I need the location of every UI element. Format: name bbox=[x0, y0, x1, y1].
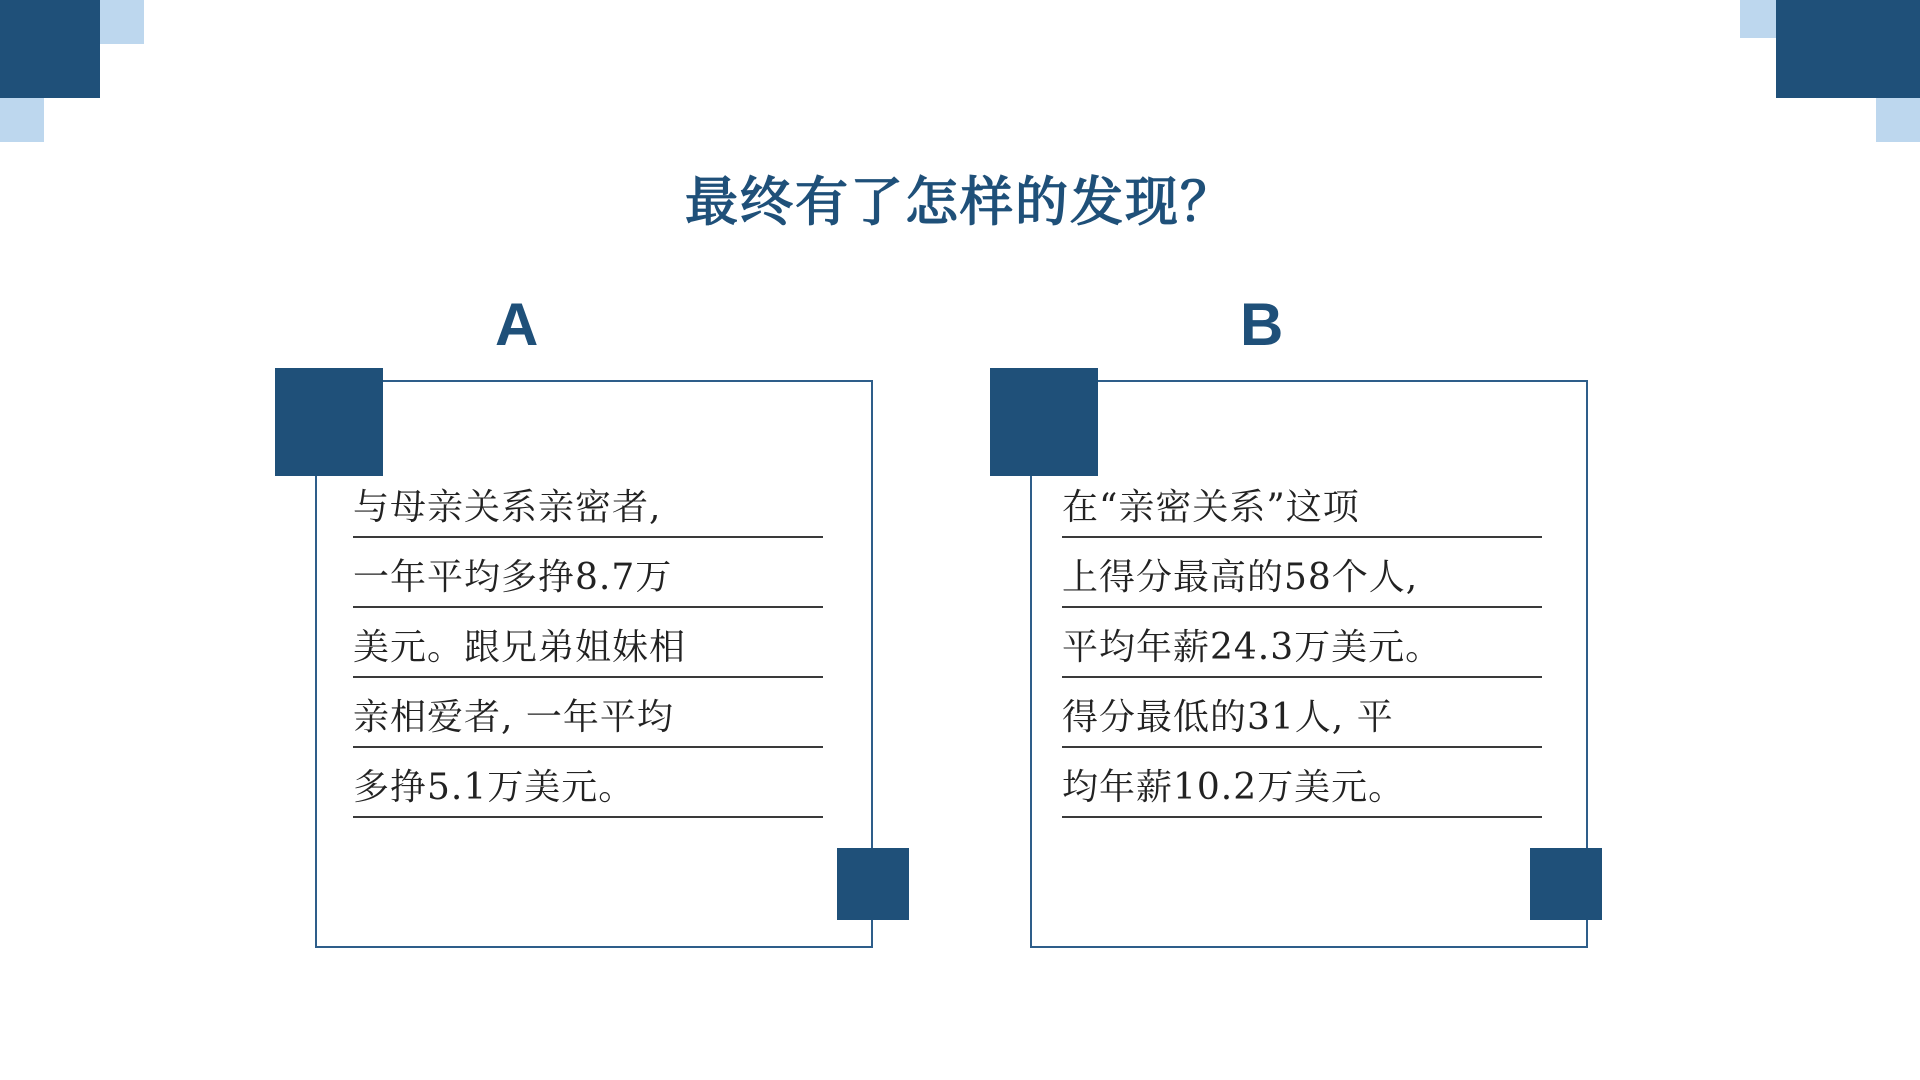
card-a-line-2: 一年平均多挣8.7万 bbox=[353, 560, 823, 608]
card-b-line-4: 得分最低的31人, 平 bbox=[1062, 700, 1542, 748]
card-b-line-3: 平均年薪24.3万美元。 bbox=[1062, 630, 1542, 678]
card-a-line-4: 亲相爱者, 一年平均 bbox=[353, 700, 823, 748]
card-a-line-3: 美元。跟兄弟姐妹相 bbox=[353, 630, 823, 678]
top-right-dark-block bbox=[1776, 0, 1920, 98]
card-b-letter: B bbox=[1240, 291, 1284, 358]
top-left-light-block-below bbox=[0, 98, 44, 142]
card-b-corner-square-top-left bbox=[990, 368, 1098, 476]
top-left-light-block-right bbox=[100, 0, 144, 44]
card-a-corner-square-top-left bbox=[275, 368, 383, 476]
card-a-line-5: 多挣5.1万美元。 bbox=[353, 770, 823, 818]
card-b-line-5: 均年薪10.2万美元。 bbox=[1062, 770, 1542, 818]
top-right-light-block-below bbox=[1876, 98, 1920, 142]
card-b bbox=[990, 291, 1590, 950]
card-b-text bbox=[1062, 487, 1542, 840]
card-b-line-1: 在“亲密关系”这项 bbox=[1062, 490, 1542, 538]
card-a bbox=[275, 291, 875, 950]
card-b-corner-square-bottom-right bbox=[1530, 848, 1602, 920]
page-title: 最终有了怎样的发现？ bbox=[685, 173, 1235, 232]
top-right-light-block-left bbox=[1740, 0, 1776, 38]
card-a-line-1: 与母亲关系亲密者, bbox=[353, 490, 823, 538]
card-a-corner-square-bottom-right bbox=[837, 848, 909, 920]
top-left-dark-block bbox=[0, 0, 100, 98]
card-b-line-2: 上得分最高的58个人, bbox=[1062, 560, 1542, 608]
card-a-text bbox=[353, 487, 823, 840]
card-a-letter: A bbox=[495, 291, 539, 358]
